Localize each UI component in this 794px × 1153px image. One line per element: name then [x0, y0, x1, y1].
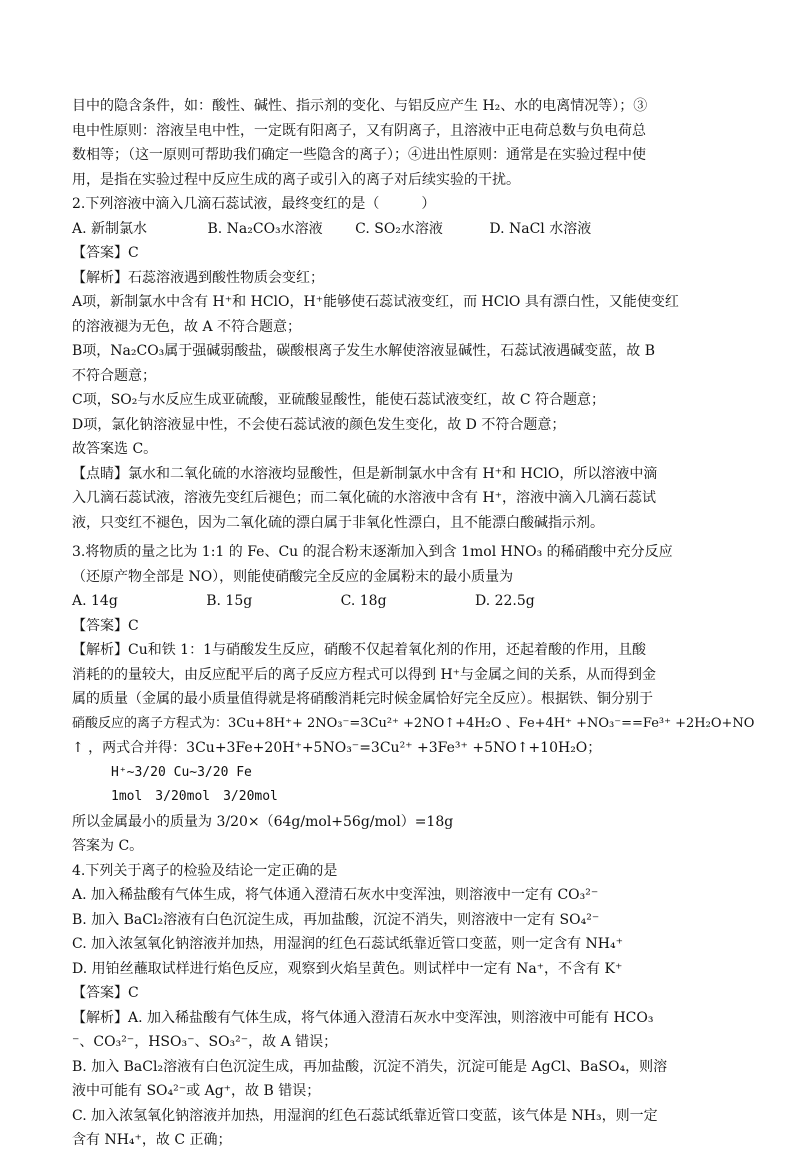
question-4-stem: 4.下列关于离子的检验及结论一定正确的是: [72, 862, 338, 879]
analysis-line: 【解析】Cu和铁 1：1与硝酸发生反应，硝酸不仅起着氧化剂的作用，还起着酸的作用，且酸: [72, 642, 646, 658]
text-line: 电中性原则：溶液呈电中性，一定既有阳离子，又有阴离子，且溶液中正电荷总数与负电荷总: [72, 122, 646, 139]
analysis-line: 属的质量（金属的最小质量值得就是将硝酸消耗完时候金属恰好完全反应）。根据铁、铜分别于: [72, 691, 653, 707]
question-4-option-b: B. 加入 BaCl₂溶液有白色沉淀生成，再加盐酸，沉淀不消失，则溶液中一定有 SO₄²⁻: [72, 911, 600, 928]
question-3-options: A. 14g B. 15g C. 18g D. 22.5g: [72, 593, 535, 609]
analysis-line: 答案为 C。: [72, 838, 144, 854]
relation-line: H⁺~3/20 Cu~3/20 Fe: [72, 764, 252, 780]
question-2-stem: 2.下列溶液中滴入几滴石蕊试液，最终变红的是（ ）: [72, 196, 436, 212]
analysis-line: 消耗的的量较大，由反应配平后的离子反应方程式可以得到 H⁺与金属之间的关系，从而得到金: [72, 666, 657, 683]
analysis-line: C项，SO₂与水反应生成亚硫酸，亚硫酸显酸性，能使石蕊试液变红，故 C 符合题意；: [72, 392, 606, 408]
document-body: [72, 94, 755, 1153]
analysis-line: 【解析】石蕊溶液遇到酸性物质会变红；: [72, 269, 324, 286]
text-line: 数相等；（这一原则可帮助我们确定一些隐含的离子）；④进出性原则：通常是在实验过程中使: [72, 147, 646, 163]
question-3-stem: 3.将物质的量之比为 1:1 的 Fe、Cu 的混合粉末逐渐加入到含 1mol HNO₃ 的稀硝酸中充分反应: [72, 544, 673, 560]
analysis-line: A项，新制氯水中含有 H⁺和 HClO，H⁺能够使石蕊试液变红，而 HClO 具有漂白性，又能使变红: [72, 294, 679, 310]
question-4-option-d: D. 用铂丝蘸取试样进行焰色反应，观察到火焰呈黄色。则试样中一定有 Na⁺，不含有 K⁺: [72, 960, 623, 977]
question-3-stem: （还原产物全部是 NO），则能使硝酸完全反应的金属粉末的最小质量为: [72, 568, 514, 585]
analysis-line: 硝酸反应的离子方程式为：3Cu+8H⁺+ 2NO₃⁻=3Cu²⁺ +2NO↑+4H₂O 、Fe+4H⁺ +NO₃⁻==Fe³⁺ +2H₂O+NO: [72, 715, 755, 731]
analysis-line: ⁻、CO₃²⁻，HSO₃⁻、SO₃²⁻，故 A 错误；: [72, 1034, 338, 1050]
relation-line: 1mol 3/20mol 3/20mol: [72, 789, 278, 804]
answer-label: 【答案】C: [72, 617, 139, 634]
analysis-line: 所以金属最小的质量为 3/20×（64g/mol+56g/mol）=18g: [72, 813, 454, 830]
analysis-line: 不符合题意；: [72, 367, 156, 384]
question-4-option-c: C. 加入浓氢氧化钠溶液并加热，用湿润的红色石蕊试纸靠近管口变蓝，则一定含有 NH₄⁺: [72, 936, 624, 952]
analysis-line: B. 加入 BaCl₂溶液有白色沉淀生成，再加盐酸，沉淀不消失，沉淀可能是 AgCl、BaSO₄，则溶: [72, 1058, 668, 1075]
comment-line: 【点睛】氯水和二氧化硫的水溶液均显酸性，但是新制氯水中含有 H⁺和 HClO，所以溶液中滴: [72, 465, 658, 482]
analysis-line: ↑ ，两式合并得：3Cu+3Fe+20H⁺+5NO₃⁻=3Cu²⁺ +3Fe³⁺ +5NO↑+10H₂O；: [72, 740, 602, 756]
answer-label: 【答案】C: [72, 985, 139, 1001]
analysis-line: 故答案选 C。: [72, 441, 158, 457]
analysis-line: 【解析】A. 加入稀盐酸有气体生成，将气体通入澄清石灰水中变浑浊，则溶液中可能有 HCO₃: [72, 1009, 654, 1026]
question-2-options: A. 新制氯水 B. Na₂CO₃水溶液 C. SO₂水溶液 D. NaCl 水溶液: [72, 220, 592, 237]
analysis-line: 液中可能有 SO₄²⁻或 Ag⁺，故 B 错误；: [72, 1083, 321, 1099]
analysis-line: 的溶液褪为无色，故 A 不符合题意；: [72, 318, 302, 335]
comment-line: 液，只变红不褪色，因为二氧化硫的漂白属于非氧化性漂白，且不能漂白酸碱指示剂。: [72, 514, 604, 531]
answer-label: 【答案】C: [72, 245, 139, 261]
analysis-line: D项，氯化钠溶液显中性，不会使石蕊试液的颜色发生变化，故 D 不符合题意；: [72, 416, 566, 433]
comment-line: 入几滴石蕊试液，溶液先变红后褪色；而二氧化硫的水溶液中含有 H⁺，溶液中滴入几滴石蕊试: [72, 490, 657, 506]
analysis-line: B项，Na₂CO₃属于强碱弱酸盐，碳酸根离子发生水解使溶液显碱性，石蕊试液遇碱变蓝，故 B: [72, 343, 656, 359]
text-line: 目中的隐含条件，如：酸性、碱性、指示剂的变化、与铝反应产生 H₂、水的电离情况等）；③: [72, 98, 648, 114]
text-line: 用，是指在实验过程中反应生成的离子或引入的离子对后续实验的干扰。: [72, 171, 520, 188]
analysis-line: C. 加入浓氢氧化钠溶液并加热，用湿润的红色石蕊试纸靠近管口变蓝，该气体是 NH₃，则一定: [72, 1107, 658, 1124]
analysis-line: 含有 NH₄⁺，故 C 正确；: [72, 1132, 232, 1148]
question-4-option-a: A. 加入稀盐酸有气体生成，将气体通入澄清石灰水中变浑浊，则溶液中一定有 CO₃²⁻: [72, 887, 599, 903]
